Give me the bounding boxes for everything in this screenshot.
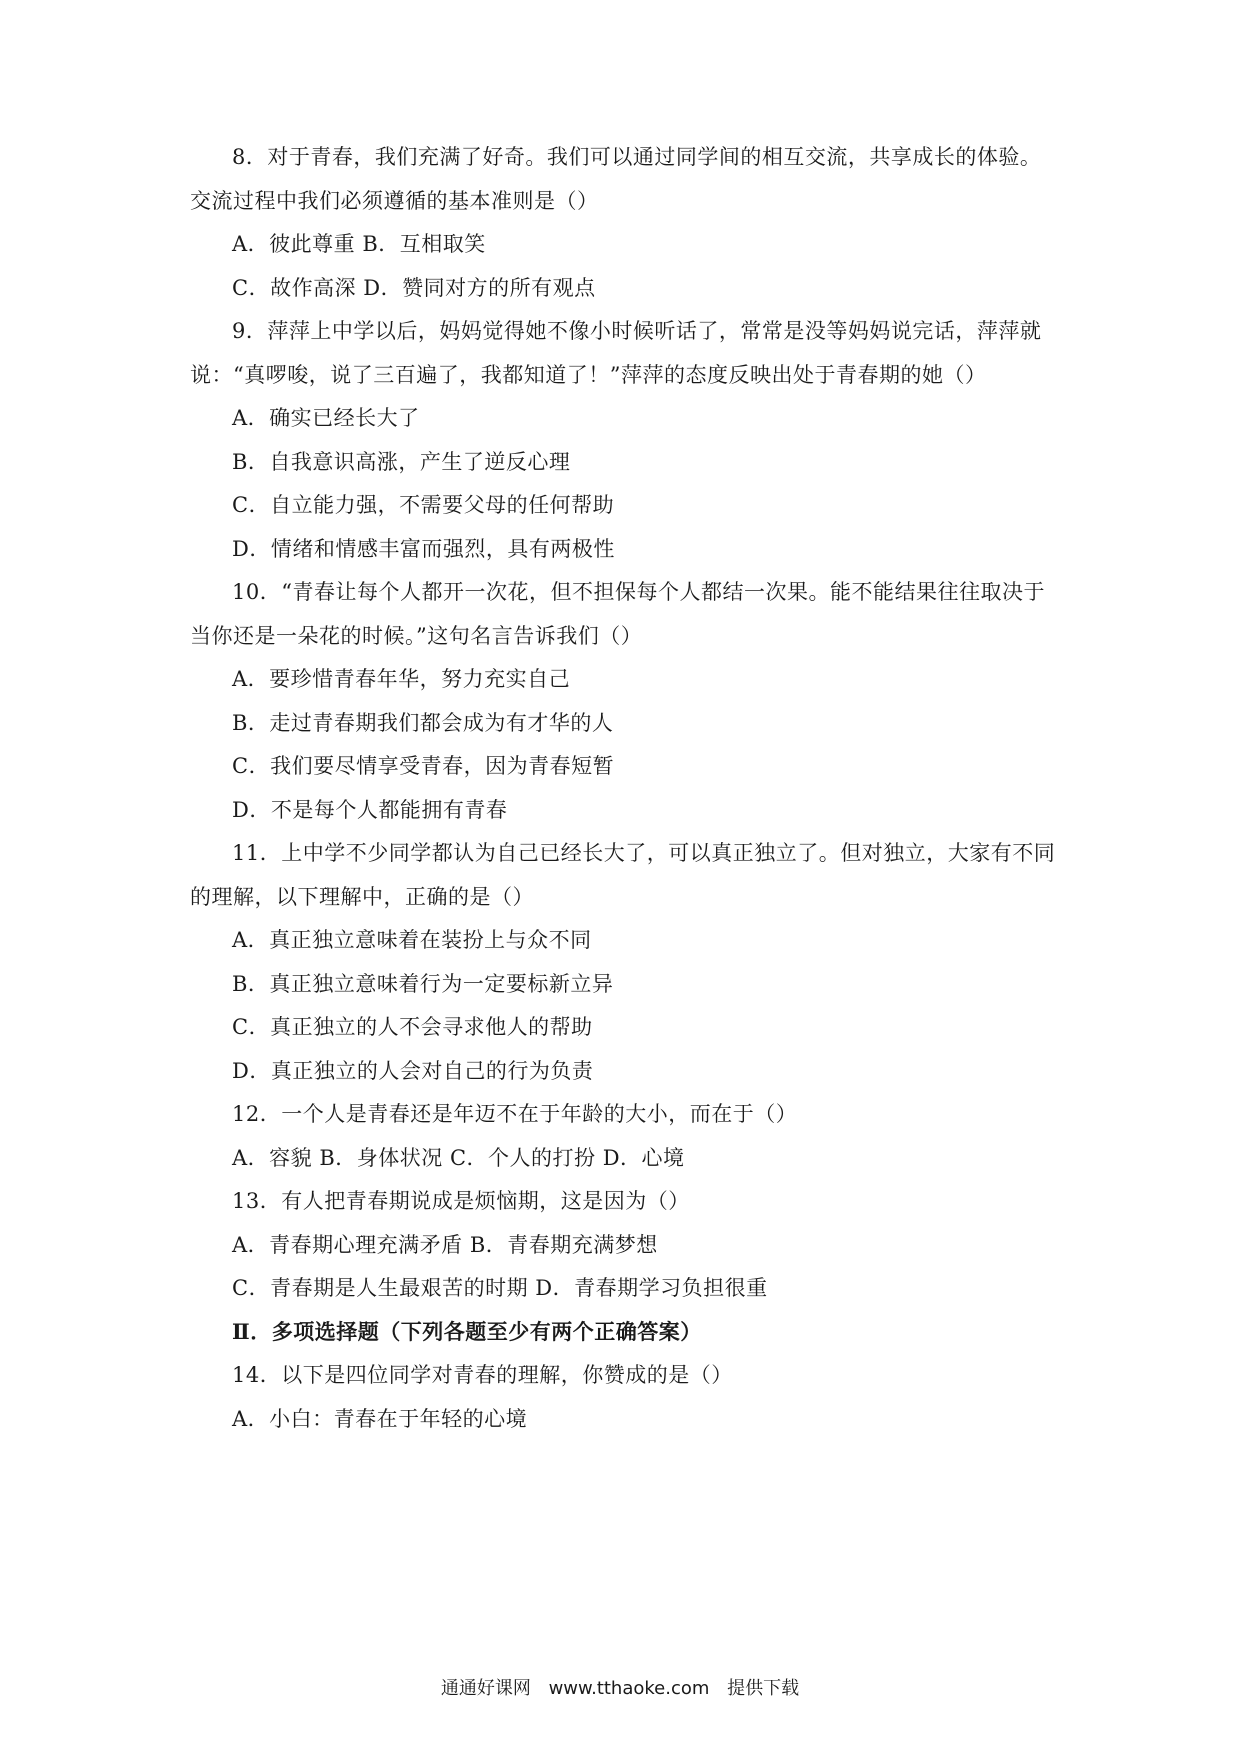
q11-stem-line1: 11．上中学不少同学都认为自己已经长大了，可以真正独立了。但对独立，大家有不同 [232, 841, 1056, 865]
q12-options: A．容貌 B．身体状况 C．个人的打扮 D．心境 [232, 1146, 685, 1170]
q11-option-b: B．真正独立意味着行为一定要标新立异 [232, 972, 614, 996]
q14-option-a: A．小白：青春在于年轻的心境 [232, 1407, 528, 1431]
q9-stem-line2: 说：“真啰唆，说了三百遍了，我都知道了！”萍萍的态度反映出处于青春期的她（） [190, 363, 987, 387]
q9-option-b: B．自我意识高涨，产生了逆反心理 [232, 450, 571, 474]
q11-stem-line2: 的理解，以下理解中，正确的是（） [190, 885, 534, 909]
q12-stem: 12．一个人是青春还是年迈不在于年龄的大小，而在于（） [232, 1102, 798, 1126]
q13-stem: 13．有人把青春期说成是烦恼期，这是因为（） [232, 1189, 690, 1213]
footer-site-name: 通通好课网 [440, 1678, 531, 1699]
q8-options-cd: C．故作高深 D．赞同对方的所有观点 [232, 276, 596, 300]
q10-option-d: D．不是每个人都能拥有青春 [232, 798, 508, 822]
q10-option-c: C．我们要尽情享受青春，因为青春短暂 [232, 754, 615, 778]
q11-option-a: A．真正独立意味着在装扮上与众不同 [232, 928, 592, 952]
q10-stem-line1: 10．“青春让每个人都开一次花，但不担保每个人都结一次果。能不能结果往往取决于 [232, 580, 1045, 604]
footer-url: www.tthaoke.com [548, 1678, 710, 1699]
q8-stem-line1: 8．对于青春，我们充满了好奇。我们可以通过同学间的相互交流，共享成长的体验。 [232, 145, 1042, 169]
q13-options-ab: A．青春期心理充满矛盾 B．青春期充满梦想 [232, 1233, 658, 1257]
q13-options-cd: C．青春期是人生最艰苦的时期 D．青春期学习负担很重 [232, 1276, 768, 1300]
section-heading-multiple-choice: Ⅱ．多项选择题（下列各题至少有两个正确答案） [232, 1319, 702, 1344]
q8-stem-line2: 交流过程中我们必须遵循的基本准则是（） [190, 189, 599, 213]
q9-stem-line1: 9．萍萍上中学以后，妈妈觉得她不像小时候听话了，常常是没等妈妈说完话，萍萍就 [232, 319, 1042, 343]
q10-stem-line2: 当你还是一朵花的时候。”这句名言告诉我们（） [190, 624, 643, 648]
q9-option-c: C．自立能力强，不需要父母的任何帮助 [232, 493, 615, 517]
q8-options-ab: A．彼此尊重 B．互相取笑 [232, 232, 486, 256]
q9-option-d: D．情绪和情感丰富而强烈，具有两极性 [232, 537, 615, 561]
q9-option-a: A．确实已经长大了 [232, 406, 420, 430]
footer-note: 提供下载 [727, 1678, 800, 1699]
q10-option-b: B．走过青春期我们都会成为有才华的人 [232, 711, 614, 735]
page-footer [0, 1676, 1240, 1702]
q11-option-d: D．真正独立的人会对自己的行为负责 [232, 1059, 594, 1083]
q11-option-c: C．真正独立的人不会寻求他人的帮助 [232, 1015, 593, 1039]
q14-stem: 14．以下是四位同学对青春的理解，你赞成的是（） [232, 1363, 733, 1387]
q10-option-a: A．要珍惜青春年华，努力充实自己 [232, 667, 571, 691]
